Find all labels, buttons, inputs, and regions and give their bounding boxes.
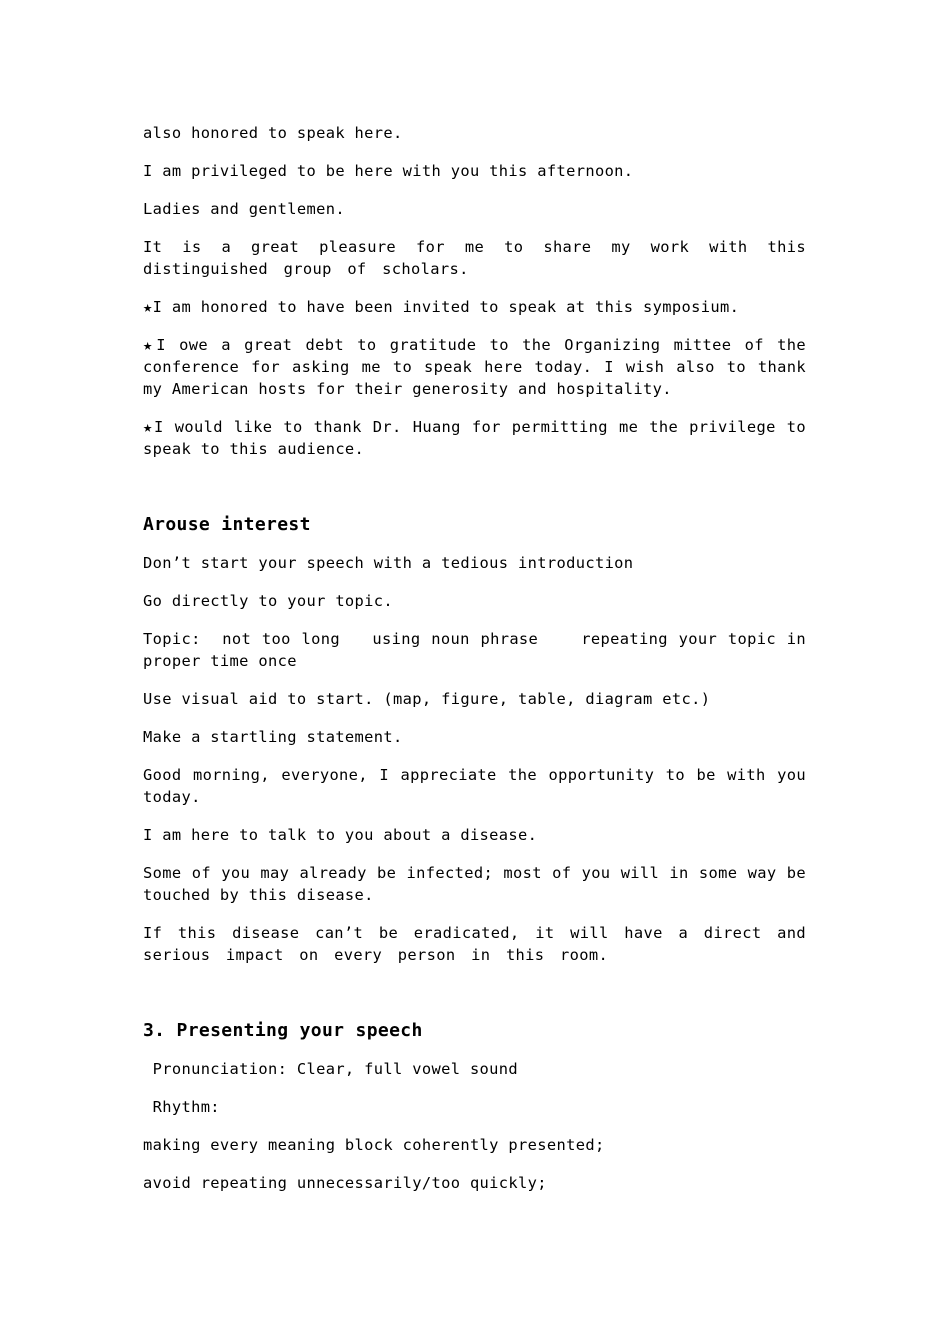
- paragraph: Some of you may already be infected; most of you will in some way be touched by this disease.: [143, 864, 806, 904]
- paragraph: Make a startling statement.: [143, 728, 403, 746]
- paragraph: Go directly to your topic.: [143, 592, 394, 610]
- paragraph: Ladies and gentlemen.: [143, 200, 345, 218]
- paragraph: Use visual aid to start. (map, figure, table, diagram etc.): [143, 690, 711, 708]
- paragraph: Don’t start your speech with a tedious introduction: [143, 554, 634, 572]
- paragraph: also honored to speak here.: [143, 124, 403, 142]
- document-body: [143, 122, 816, 1210]
- paragraph: Rhythm:: [143, 1098, 220, 1116]
- paragraph: Pronunciation: Clear, full vowel sound: [143, 1060, 519, 1078]
- paragraph: Topic: not too long using noun phrase repeating your topic in proper time once: [143, 630, 816, 670]
- section-heading-presenting-speech: 3. Presenting your speech: [143, 1020, 423, 1041]
- paragraph: If this disease can’t be eradicated, it will have a direct and serious impact on every person in this room.: [143, 924, 806, 964]
- starred-paragraph: ★I am honored to have been invited to speak at this symposium.: [143, 298, 740, 316]
- paragraph: I am privileged to be here with you this afternoon.: [143, 162, 634, 180]
- section-heading-arouse-interest: Arouse interest: [143, 514, 311, 535]
- paragraph: Good morning, everyone, I appreciate the opportunity to be with you today.: [143, 766, 806, 806]
- paragraph: making every meaning block coherently presented;: [143, 1136, 605, 1154]
- starred-paragraph: ★I would like to thank Dr. Huang for permitting me the privilege to speak to this audience.: [143, 418, 806, 458]
- paragraph: avoid repeating unnecessarily/too quickly;: [143, 1174, 547, 1192]
- paragraph: It is a great pleasure for me to share my work with this distinguished group of scholars.: [143, 238, 806, 278]
- paragraph: I am here to talk to you about a disease.: [143, 826, 538, 844]
- starred-paragraph: ★I owe a great debt to gratitude to the Organizing mittee of the conference for asking me to speak here today. I wish also to thank my American hosts for their generosity and hospitality.: [143, 336, 806, 398]
